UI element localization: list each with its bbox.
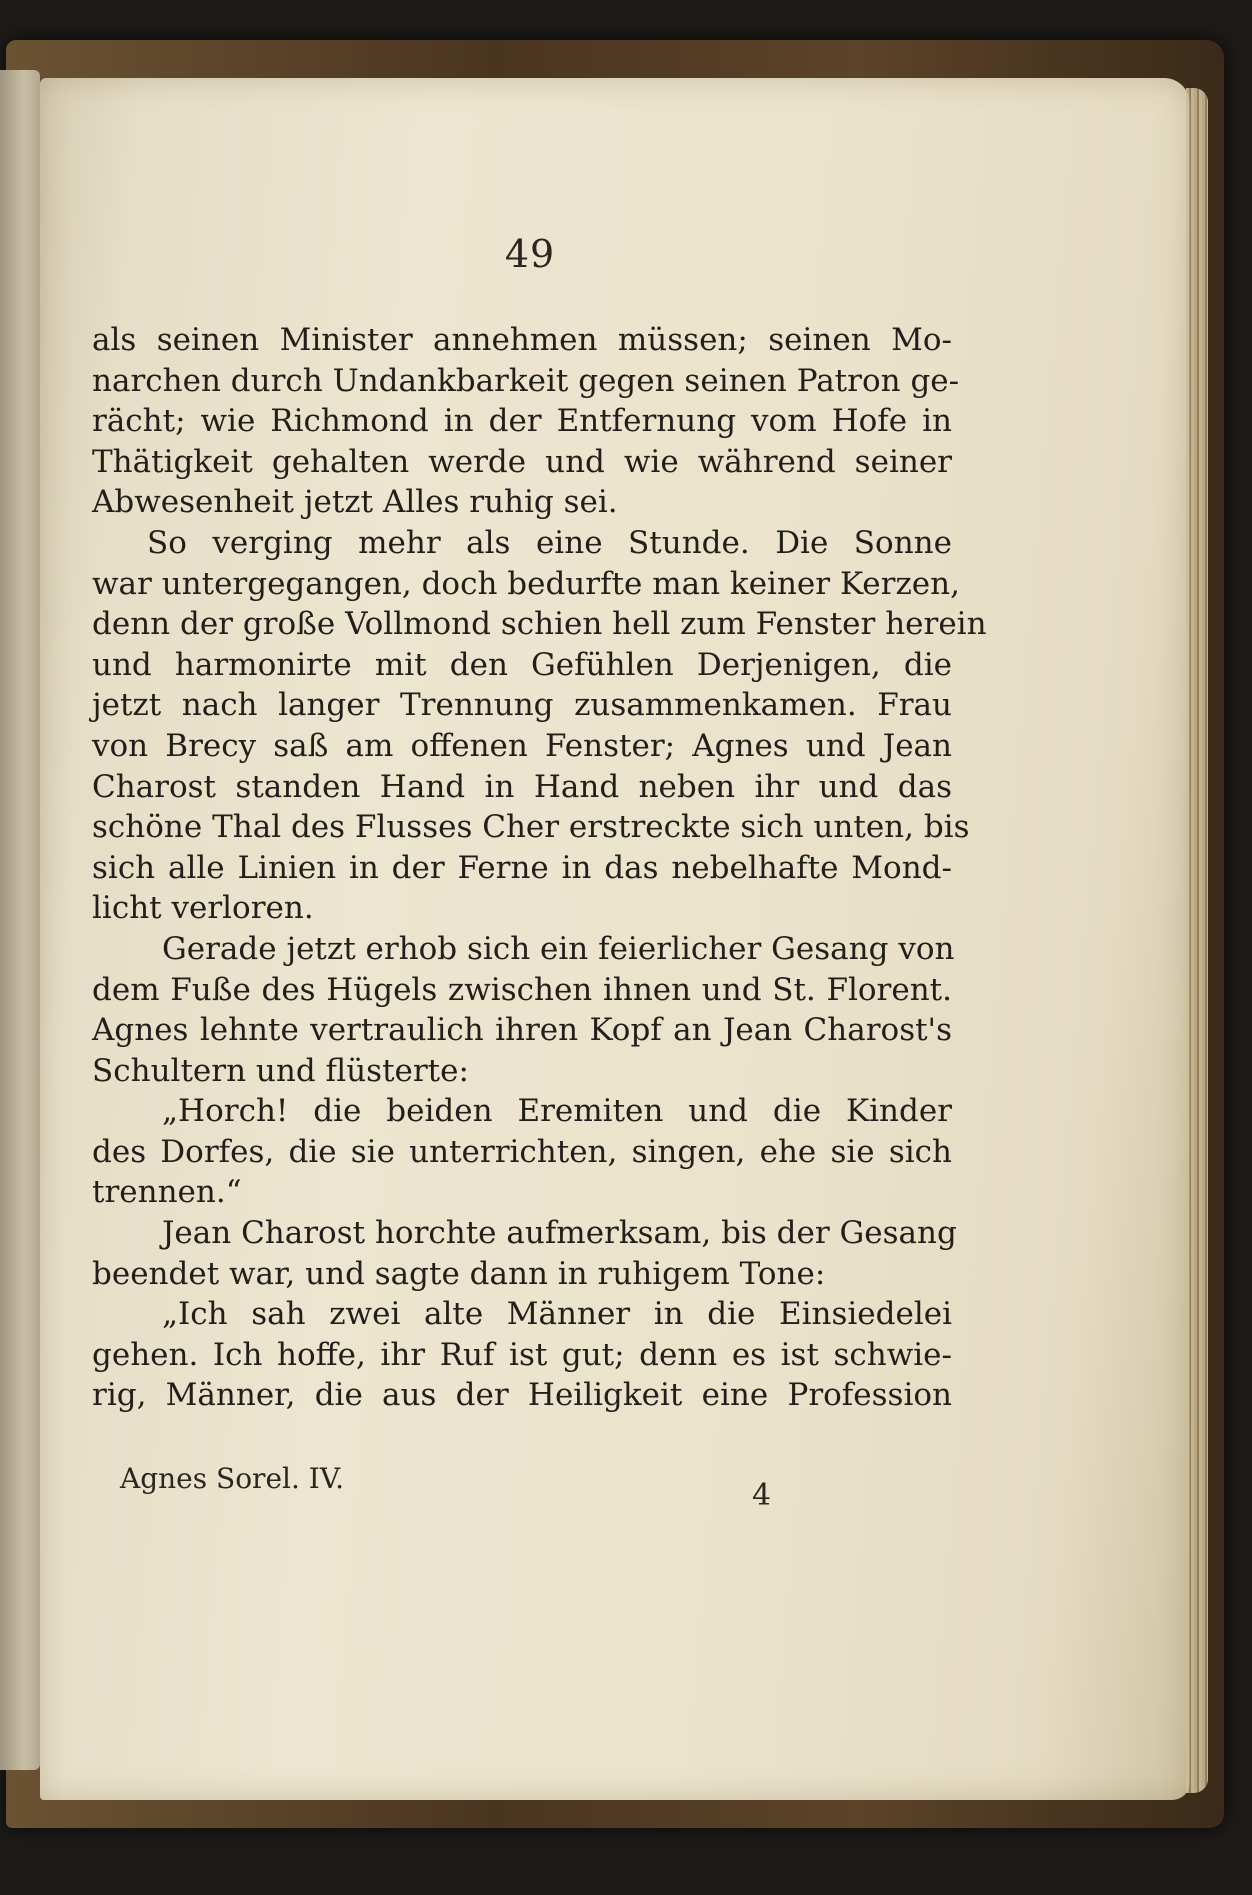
text-line: narchen durch Undankbarkeit gegen seinen Patron ge- (92, 362, 960, 399)
text-line: schöne Thal des Flusses Cher erstreckte sich unten, bis (92, 809, 970, 846)
text-line: Gerade jetzt erhob sich ein feierlicher Gesang von (162, 930, 955, 967)
left-page-edge (0, 70, 40, 1770)
text-line: rig, Männer, die aus der Heiligkeit eine Profession (92, 1377, 952, 1414)
text-line: „Ich sah zwei alte Männer in die Einsiedelei (162, 1296, 952, 1333)
signature-number: 4 (752, 1478, 772, 1513)
text-line: war untergegangen, doch bedurfte man keiner Kerzen, (92, 565, 960, 602)
text-line: jetzt nach langer Trennung zusammenkamen. Frau (92, 687, 952, 724)
text-line: Agnes lehnte vertraulich ihren Kopf an Jean Charost's (92, 1012, 952, 1049)
text-line: und harmonirte mit den Gefühlen Derjenigen, die (92, 646, 952, 683)
text-line: Abwesenheit jetzt Alles ruhig sei. (92, 484, 618, 521)
text-line: rächt; wie Richmond in der Entfernung vom Hofe in (92, 403, 952, 440)
text-line: Charost standen Hand in Hand neben ihr und das (92, 768, 952, 805)
page-number: 49 (504, 232, 556, 276)
text-line: sich alle Linien in der Ferne in das nebelhafte Mond- (92, 849, 952, 886)
text-line: dem Fuße des Hügels zwischen ihnen und St. Florent. (92, 971, 952, 1008)
text-line: „Horch! die beiden Eremiten und die Kinder (162, 1093, 952, 1130)
text-line: Jean Charost horchte aufmerksam, bis der Gesang (162, 1215, 957, 1252)
text-line: denn der große Vollmond schien hell zum Fenster herein (92, 606, 987, 643)
signature-mark: Agnes Sorel. IV. (120, 1462, 345, 1495)
text-line: beendet war, und sagte dann in ruhigem Tone: (92, 1255, 826, 1292)
text-line: Thätigkeit gehalten werde und wie während seiner (92, 443, 952, 480)
text-line: gehen. Ich hoffe, ihr Ruf ist gut; denn es ist schwie- (92, 1336, 952, 1373)
text-line: von Brecy saß am offenen Fenster; Agnes und Jean (92, 727, 952, 764)
text-line: trennen.“ (92, 1174, 242, 1211)
text-line: Schultern und flüsterte: (92, 1052, 469, 1089)
body-text (92, 320, 987, 1416)
text-line: licht verloren. (92, 890, 314, 927)
text-line: als seinen Minister annehmen müssen; seinen Mo- (92, 322, 952, 358)
page-stack-edge (1186, 88, 1208, 1793)
text-line: des Dorfes, die sie unterrichten, singen, ehe sie sich (92, 1133, 952, 1170)
text-line: So verging mehr als eine Stunde. Die Sonne (147, 524, 952, 561)
